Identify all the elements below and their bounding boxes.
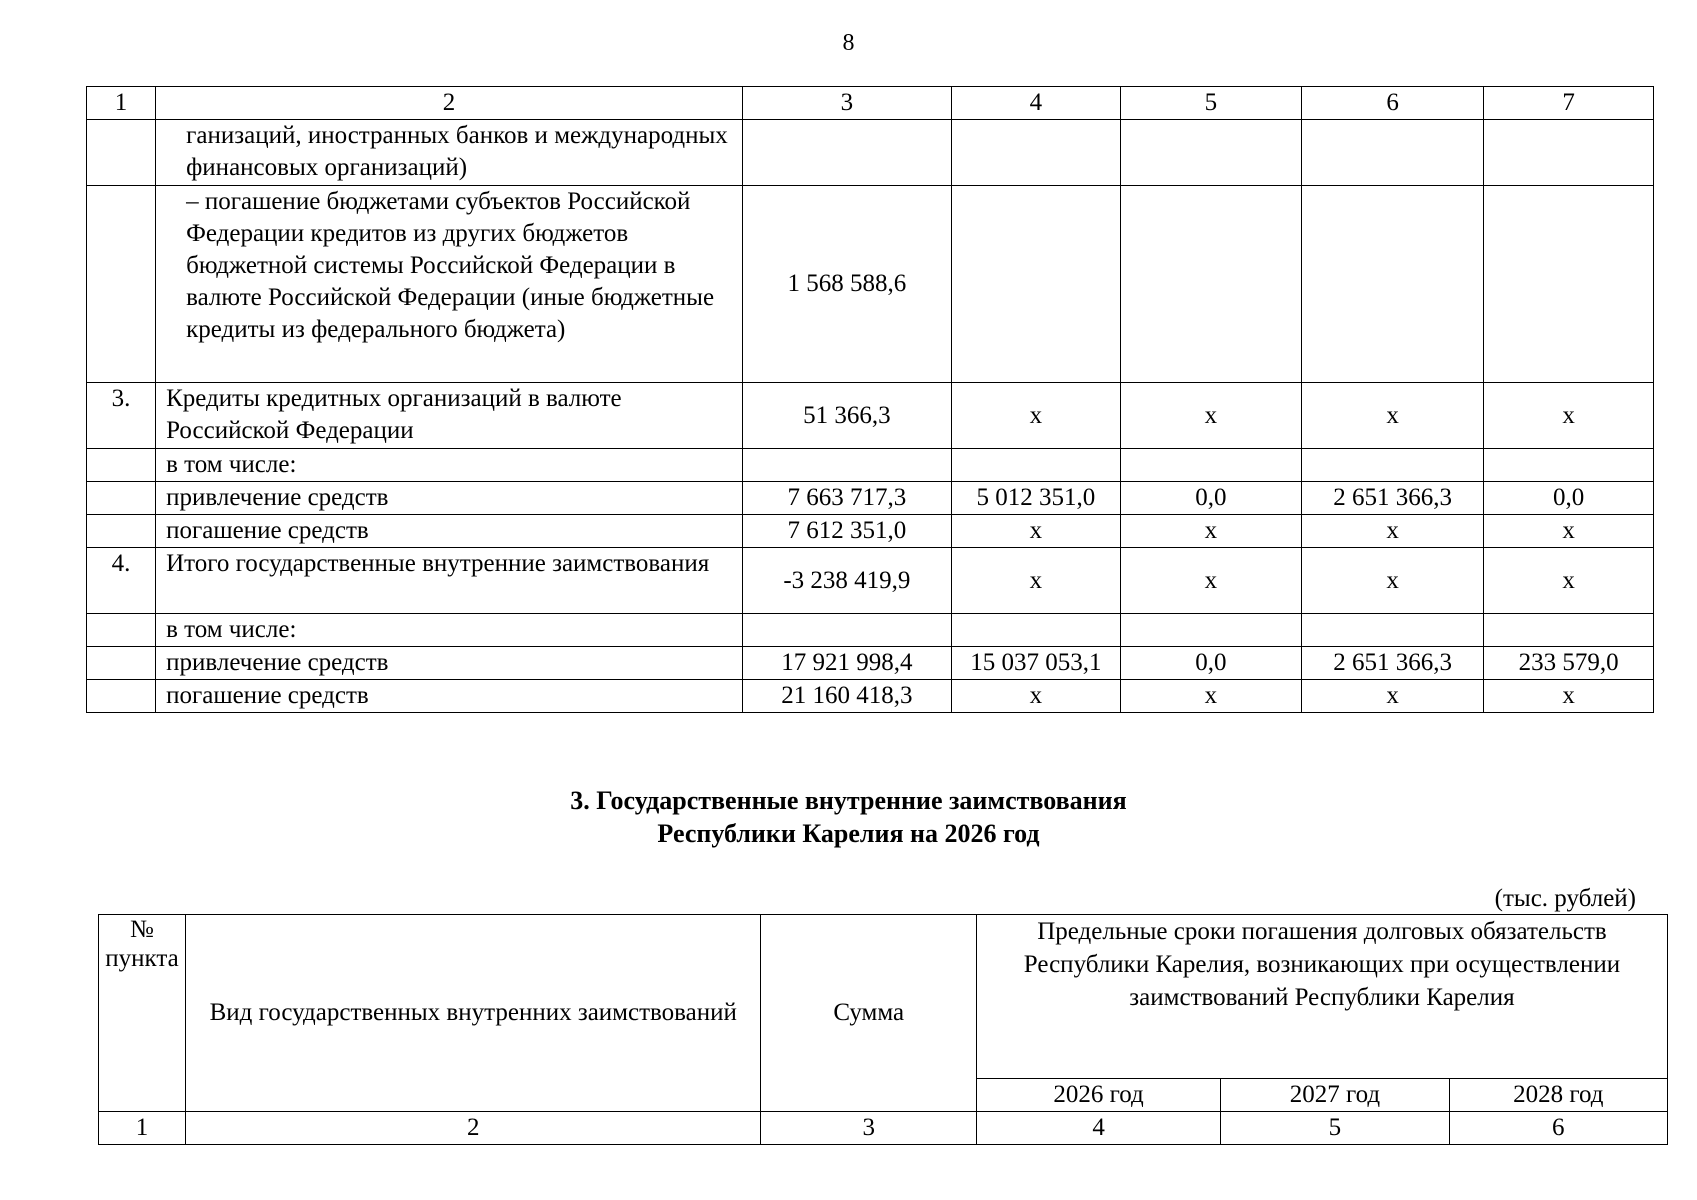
value-cell: 5 012 351,0: [952, 482, 1121, 515]
table-row: [87, 383, 1654, 449]
value-cell: x: [952, 383, 1121, 449]
value-cell: 7 663 717,3: [742, 482, 951, 515]
value-cell: [952, 120, 1121, 186]
value-cell: 2 651 366,3: [1302, 647, 1484, 680]
row-description: Кредиты кредитных организаций в валюте Российской Федерации: [156, 383, 743, 449]
value-cell: x: [952, 515, 1121, 548]
value-cell: [1120, 449, 1301, 482]
value-cell: [1302, 186, 1484, 383]
value-cell: [952, 449, 1121, 482]
row-number: [87, 515, 156, 548]
section-title-line: 3. Государственные внутренние заимствования: [570, 786, 1127, 815]
value-cell: [1484, 614, 1654, 647]
value-cell: 51 366,3: [742, 383, 951, 449]
header-amount: Сумма: [761, 915, 976, 1112]
value-cell: 7 612 351,0: [742, 515, 951, 548]
value-cell: x: [1120, 680, 1301, 713]
value-cell: 0,0: [1484, 482, 1654, 515]
value-cell: [1484, 120, 1654, 186]
row-number: [87, 186, 156, 383]
row-number: [87, 449, 156, 482]
row-description: Итого государственные внутренние заимствования: [156, 548, 743, 614]
row-number: [87, 482, 156, 515]
value-cell: [952, 186, 1121, 383]
value-cell: x: [1302, 383, 1484, 449]
section-title: [0, 784, 1697, 850]
row-description: в том числе:: [156, 449, 743, 482]
row-description: – погашение бюджетами субъектов Российской Федерации кредитов из других бюджетов бюджетной системы Российской Федерации в валюте Российской Федерации (иные бюджетные кредиты из федерального бюджета): [156, 186, 743, 383]
value-cell: x: [1120, 383, 1301, 449]
column-number: 4: [976, 1112, 1220, 1145]
column-number: 1: [99, 1112, 186, 1145]
value-cell: 0,0: [1120, 647, 1301, 680]
value-cell: x: [1484, 548, 1654, 614]
column-number: 2: [156, 87, 743, 120]
header-year: 2028 год: [1449, 1079, 1667, 1112]
column-number: 5: [1120, 87, 1301, 120]
table-row: [87, 680, 1654, 713]
table-row: [87, 647, 1654, 680]
page-number: 8: [842, 30, 855, 56]
value-cell: x: [1120, 548, 1301, 614]
value-cell: 233 579,0: [1484, 647, 1654, 680]
value-cell: -3 238 419,9: [742, 548, 951, 614]
header-repayment-terms: Предельные сроки погашения долговых обязательств Республики Карелия, возникающих при осуществлении заимствований Республики Карелия: [976, 915, 1667, 1079]
value-cell: [1302, 120, 1484, 186]
row-description: погашение средств: [156, 515, 743, 548]
table-header-row: [99, 915, 1668, 1079]
column-number: 6: [1302, 87, 1484, 120]
table-row: [87, 186, 1654, 383]
borrowings-table-continued: [86, 86, 1654, 713]
value-cell: 17 921 998,4: [742, 647, 951, 680]
value-cell: [742, 449, 951, 482]
value-cell: [742, 120, 951, 186]
row-number: [87, 120, 156, 186]
value-cell: [952, 614, 1121, 647]
value-cell: [1484, 449, 1654, 482]
value-cell: x: [1484, 680, 1654, 713]
row-description: привлечение средств: [156, 482, 743, 515]
value-cell: 1 568 588,6: [742, 186, 951, 383]
units-label: (тыс. рублей): [1494, 885, 1636, 912]
column-number: 1: [87, 87, 156, 120]
row-description: погашение средств: [156, 680, 743, 713]
column-number: 7: [1484, 87, 1654, 120]
row-description: ганизаций, иностранных банков и международных финансовых организаций): [156, 120, 743, 186]
table-row: [87, 482, 1654, 515]
borrowings-2026-table: [98, 914, 1668, 1145]
value-cell: x: [1484, 383, 1654, 449]
value-cell: x: [952, 680, 1121, 713]
table-header-row: [87, 87, 1654, 120]
column-number: 3: [761, 1112, 976, 1145]
column-number: 2: [185, 1112, 761, 1145]
column-number: 4: [952, 87, 1121, 120]
value-cell: x: [1302, 680, 1484, 713]
table-row: [87, 449, 1654, 482]
row-number: 4.: [87, 548, 156, 614]
value-cell: 0,0: [1120, 482, 1301, 515]
table-row: [87, 120, 1654, 186]
column-number: 5: [1221, 1112, 1449, 1145]
value-cell: [1302, 449, 1484, 482]
column-number: 3: [742, 87, 951, 120]
table-row: [87, 614, 1654, 647]
value-cell: x: [1484, 515, 1654, 548]
value-cell: [742, 614, 951, 647]
table-row: [87, 548, 1654, 614]
table-column-numbers-row: [99, 1112, 1668, 1145]
value-cell: [1120, 120, 1301, 186]
row-description: в том числе:: [156, 614, 743, 647]
value-cell: [1120, 186, 1301, 383]
row-number: 3.: [87, 383, 156, 449]
header-year: 2027 год: [1221, 1079, 1449, 1112]
value-cell: [1302, 614, 1484, 647]
section-title-line: Республики Карелия на 2026 год: [657, 819, 1040, 848]
row-number: [87, 647, 156, 680]
row-number: [87, 680, 156, 713]
header-borrowing-kind: Вид государственных внутренних заимствований: [185, 915, 761, 1112]
value-cell: [1120, 614, 1301, 647]
column-number: 6: [1449, 1112, 1667, 1145]
value-cell: x: [1120, 515, 1301, 548]
value-cell: x: [1302, 515, 1484, 548]
value-cell: x: [1302, 548, 1484, 614]
header-year: 2026 год: [976, 1079, 1220, 1112]
row-number: [87, 614, 156, 647]
row-description: привлечение средств: [156, 647, 743, 680]
value-cell: [1484, 186, 1654, 383]
value-cell: 21 160 418,3: [742, 680, 951, 713]
value-cell: x: [952, 548, 1121, 614]
table-row: [87, 515, 1654, 548]
value-cell: 2 651 366,3: [1302, 482, 1484, 515]
header-item-number: № пункта: [99, 915, 186, 1112]
value-cell: 15 037 053,1: [952, 647, 1121, 680]
